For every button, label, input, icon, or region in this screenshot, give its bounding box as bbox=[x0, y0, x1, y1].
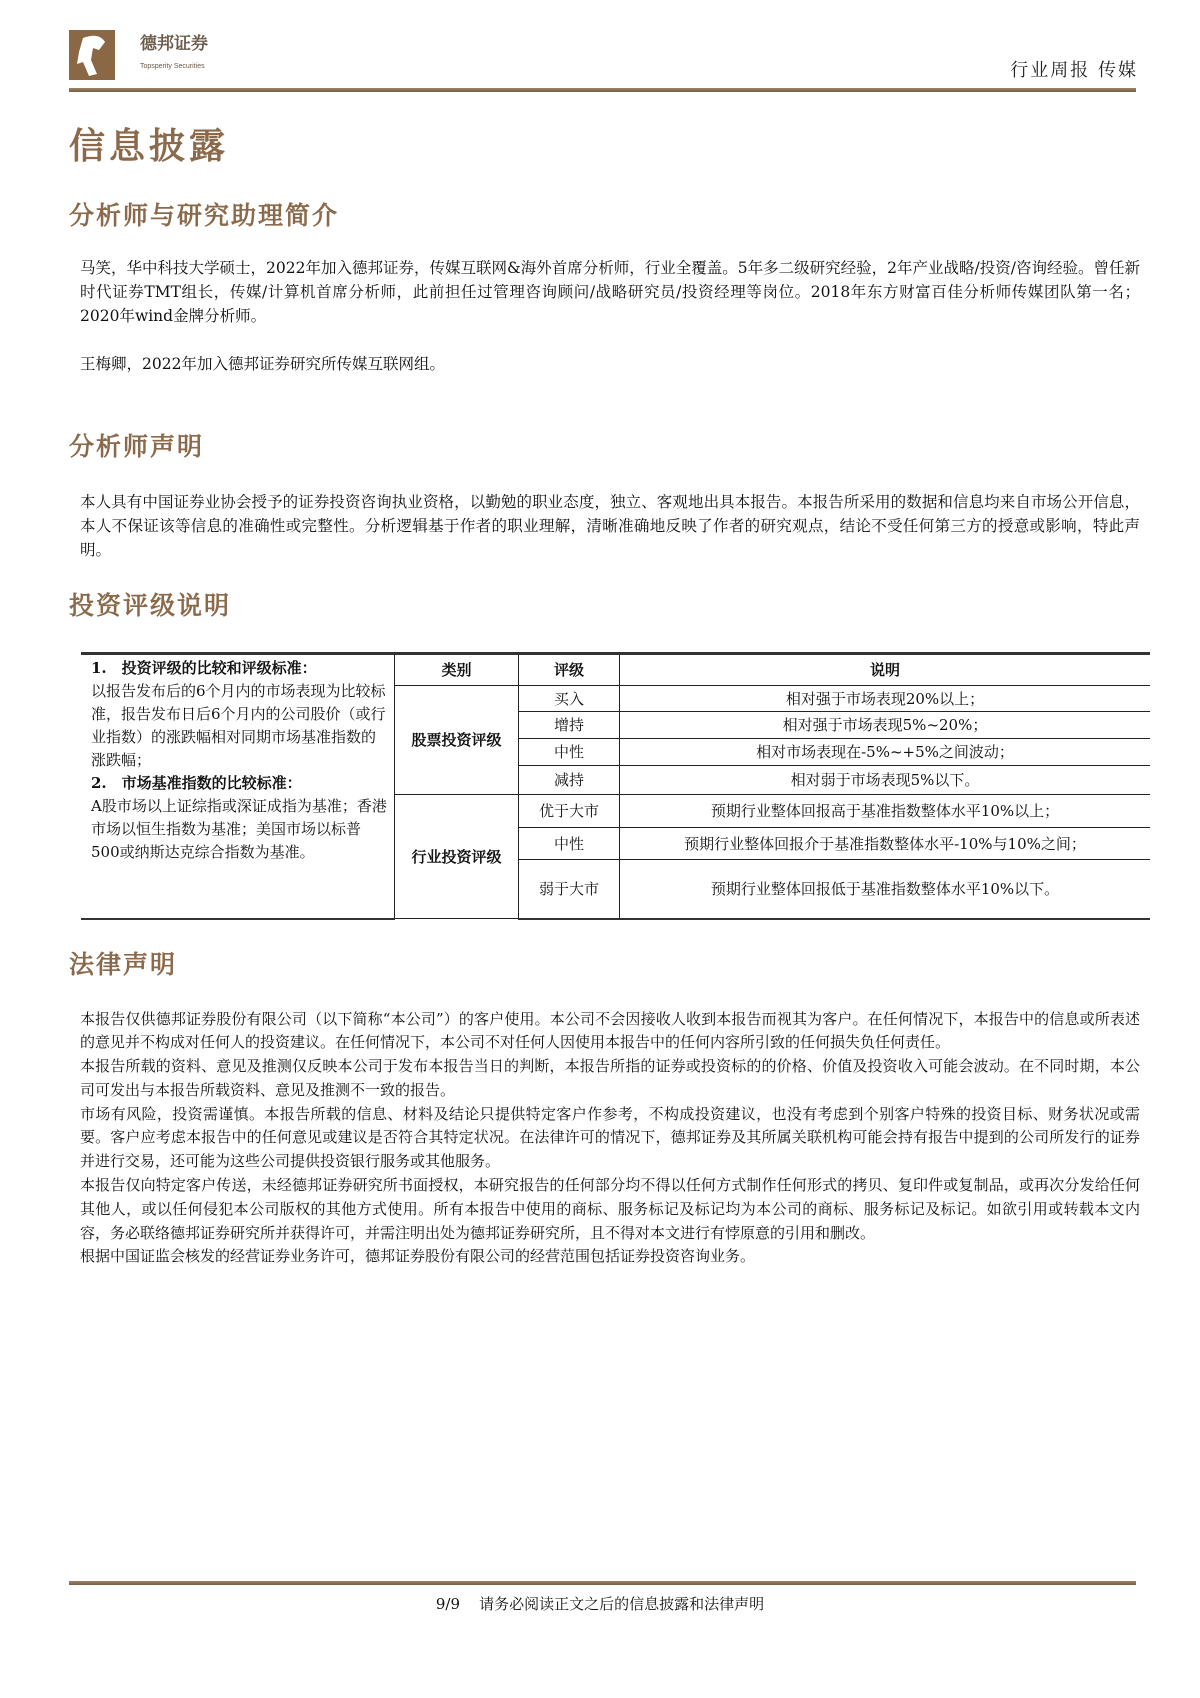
criteria-text-2: A股市场以上证综指或深证成指为基准；香港市场以恒生指数为基准；美国市场以标普500或纳斯达克综合指数为基准。 bbox=[91, 797, 387, 861]
desc-cell: 相对弱于市场表现5%以下。 bbox=[620, 766, 1151, 795]
desc-cell: 预期行业整体回报介于基准指数整体水平-10%与10%之间； bbox=[620, 828, 1151, 860]
legal-paragraph: 根据中国证监会核发的经营证券业务许可，德邦证券股份有限公司的经营范围包括证券投资咨询业务。 bbox=[80, 1247, 756, 1266]
footer-divider bbox=[69, 1581, 1136, 1585]
rating-cell: 减持 bbox=[519, 766, 620, 795]
desc-cell: 相对强于市场表现20%以上； bbox=[620, 686, 1151, 712]
desc-cell: 预期行业整体回报低于基准指数整体水平10%以下。 bbox=[620, 860, 1151, 919]
criteria-text-1: 以报告发布后的6个月内的市场表现为比较标准，报告发布日后6个月内的公司股价（或行业指数）的涨跌幅相对同期市场基准指数的涨跌幅； bbox=[91, 682, 386, 769]
header-divider bbox=[69, 88, 1136, 92]
criteria-title-1: 1. 投资评级的比较和评级标准： bbox=[91, 659, 317, 677]
analyst-statement-heading: 分析师声明 bbox=[69, 432, 205, 461]
legal-paragraph: 市场有风险，投资需谨慎。本报告所载的信息、材料及结论只提供特定客户作参考，不构成投资建议，也没有考虑到个别客户特殊的投资目标、财务状况或需要。客户应考虑本报告中的任何意见或建议是否符合其特定状况。在法律许可的情况下，德邦证券及其所属关联机构可能会持有报告中提到的公司所发行的证券并进行交易，还可能为这些公司提供投资银行服务或其他服务。 bbox=[80, 1104, 1140, 1171]
column-header: 评级 bbox=[519, 654, 620, 686]
column-header: 说明 bbox=[620, 654, 1151, 686]
brand-name-en: Topsperity Securities bbox=[140, 63, 205, 70]
legal-heading: 法律声明 bbox=[69, 949, 178, 979]
legal-paragraph: 本报告所载的资料、意见及推测仅反映本公司于发布本报告当日的判断，本报告所指的证券或投资标的的价格、价值及投资收入可能会波动。在不同时期，本公司可发出与本报告所载资料、意见及推测不一致的报告。 bbox=[80, 1057, 1140, 1099]
category-cell: 股票投资评级 bbox=[395, 686, 519, 795]
desc-cell: 相对市场表现在-5%~+5%之间波动； bbox=[620, 739, 1151, 766]
rating-cell: 增持 bbox=[519, 712, 620, 739]
rating-table bbox=[81, 652, 1150, 920]
company-logo-icon bbox=[69, 30, 115, 80]
analyst-intro-heading: 分析师与研究助理简介 bbox=[69, 201, 340, 230]
column-header: 类别 bbox=[395, 654, 519, 686]
legal-paragraph: 本报告仅向特定客户传送，未经德邦证券研究所书面授权，本研究报告的任何部分均不得以任何方式制作任何形式的拷贝、复印件或复制品，或再次分发给任何其他人，或以任何侵犯本公司版权的其他方式使用。所有本报告中使用的商标、服务标记及标记均为本公司的商标、服务标记及标记。如欲引用或转载本文内容，务必联络德邦证券研究所并获得许可，并需注明出处为德邦证券研究所，且不得对本文进行有悖原意的引用和删改。 bbox=[80, 1176, 1140, 1242]
legal-paragraph: 本报告仅供德邦证券股份有限公司（以下简称“本公司”）的客户使用。本公司不会因接收人收到本报告而视其为客户。在任何情况下，本报告中的信息或所表述的意见并不构成对任何人的投资建议。在任何情况下，本公司不对任何人因使用本报告中的任何内容所引致的任何损失负任何责任。 bbox=[80, 1009, 1140, 1052]
footer-notice: 请务必阅读正文之后的信息披露和法律声明 bbox=[479, 1595, 765, 1613]
desc-cell: 预期行业整体回报高于基准指数整体水平10%以上； bbox=[620, 795, 1151, 828]
rating-cell: 中性 bbox=[519, 739, 620, 766]
header-report-info bbox=[1010, 60, 1138, 82]
brand-name: 德邦证券 bbox=[140, 34, 208, 54]
report-type: 行业周报 bbox=[1010, 60, 1091, 81]
analyst-intro-text bbox=[80, 256, 1140, 376]
legal-text bbox=[80, 1008, 1140, 1270]
analyst-bio: 马笑，华中科技大学硕士，2022年加入德邦证券，传媒互联网&海外首席分析师，行业全覆盖。5年多二级研究经验，2年产业战略/投资/咨询经验。曾任新时代证券TMT组长，传媒/计算机首席分析师，此前担任过管理咨询顾问/战略研究员/投资经理等岗位。2018年东方财富百佳分析师传媒团队第一名；2020年wind金牌分析师。 bbox=[80, 259, 1140, 325]
rating-cell: 弱于大市 bbox=[519, 860, 620, 919]
industry: 传媒 bbox=[1098, 60, 1138, 81]
footer bbox=[0, 1594, 1200, 1614]
rating-cell: 中性 bbox=[519, 828, 620, 860]
criteria-title-2: 2. 市场基准指数的比较标准： bbox=[91, 774, 302, 792]
category-cell: 行业投资评级 bbox=[395, 795, 519, 919]
main-content bbox=[69, 124, 1150, 1269]
rating-cell: 优于大市 bbox=[519, 795, 620, 828]
rating-cell: 买入 bbox=[519, 686, 620, 712]
assistant-bio: 王梅卿，2022年加入德邦证券研究所传媒互联网组。 bbox=[80, 355, 445, 373]
desc-cell: 相对强于市场表现5%~20%； bbox=[620, 712, 1151, 739]
page-number: 9/9 bbox=[435, 1595, 461, 1613]
analyst-statement-text: 本人具有中国证券业协会授予的证券投资咨询执业资格，以勤勉的职业态度，独立、客观地出具本报告。本报告所采用的数据和信息均来自市场公开信息，本人不保证该等信息的准确性或完整性。分析逻辑基于作者的职业理解，清晰准确地反映了作者的研究观点，结论不受任何第三方的授意或影响，特此声明。 bbox=[80, 493, 1140, 559]
rating-criteria bbox=[81, 654, 395, 919]
rating-heading: 投资评级说明 bbox=[69, 591, 232, 620]
page-title: 信息披露 bbox=[69, 125, 230, 167]
